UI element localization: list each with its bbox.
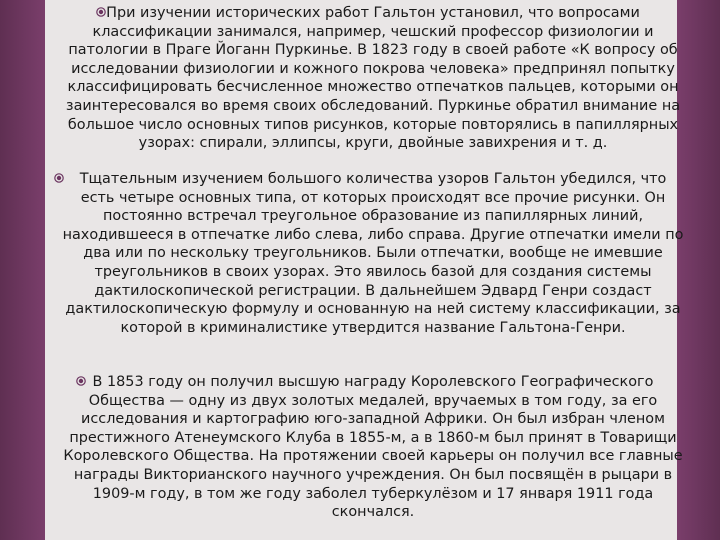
paragraph-galton-awards: В 1853 году он получил высшую награду Королевского Географического Общества — одну из двух золотых медалей, вручаемых в том году, за его исследования и картографию юго-западной Африки. Он был избран членом престижного Атенеумского Клуба в 1855-м, а в 1860-м был принят в Товарищи Королевского Общества. На протяжении своей карьеры он получил все главные награды Викторианского научного учреждения. Он был посвящён в рыцари в 1909-м году, в том же году заболел туберкулёзом и 17 января 1911 года скончался. [63, 374, 683, 521]
paragraph-purkinje: При изучении исторических работ Гальтон установил, что вопросами классификации занимался, например, чешский профессор физиологии и патологии в Праге Йоганн Пуркинье. В 1823 году в своей работе «К вопросу об исследовании физиологии и кожного покрова человека» предпринял попытку классифицировать бесчисленное множество отпечатков пальцев, которыми он заинтересовался во время своих обследований. Пуркинье обратил внимание на большое число основных типов рисунков, которые повторялись в папиллярных узорах: спирали, эллипсы, круги, двойные завихрения и т. д. [65, 5, 681, 152]
left-decorative-bar [0, 0, 45, 540]
paragraph-galton-types: Тщательным изучением большого количества узоров Гальтон убедился, что есть четыре основных типа, от которых происходят все прочие рисунки. Он постоянно встречал треугольное образование из папиллярных линий, находившееся в отпечатке либо слева, либо справа. Другие отпечатки имели по два или по нескольку треугольников. Были отпечатки, вообще не имевшие треугольников в своих узорах. Это явилось базой для создания системы дактилоскопической регистрации. В дальнейшем Эдвард Генри создаст дактилоскопическую формулу и основанную на ней систему классификации, за которой в криминалистике утвердится название Гальтона-Генри. [62, 171, 684, 336]
